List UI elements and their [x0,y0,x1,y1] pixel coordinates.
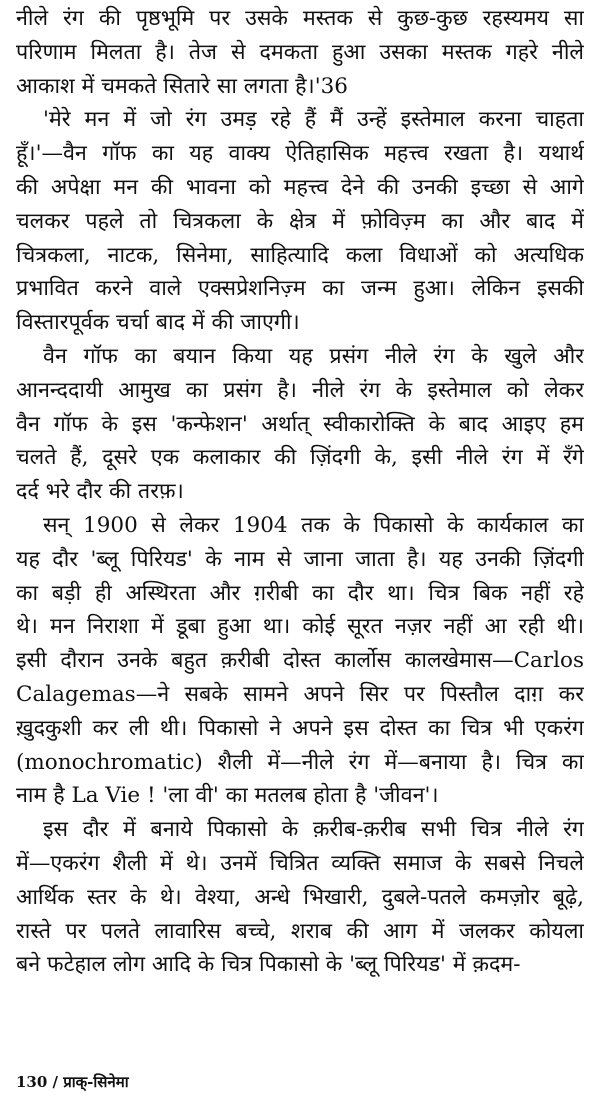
text-line: दर्द भरे दौर की तरफ़। [16,479,184,505]
text-line: थे। मन निराशा में डूबा हुआ था। कोई सूरत नज़र नहीं आ रही थी। [16,614,584,640]
text-line: सन् 1900 से लेकर 1904 तक के पिकासो के कार्यकाल का [43,512,584,538]
text-line: आकाश में चमकते सितारे सा लगता है।'36 [16,73,348,99]
body-text [16,2,584,982]
text-line: चित्रकला, नाटक, सिनेमा, साहित्यादि कला विधाओं को अत्यधिक [16,242,584,268]
text-line: आनन्ददायी आमुख का प्रसंग है। नीले रंग के इस्तेमाल को लेकर [16,377,584,403]
paragraph [16,813,584,982]
text-line: की अपेक्षा मन की भावना को महत्त्व देने की उनकी इच्छा से आगे [16,174,584,200]
paragraph [16,103,584,340]
text-line: Calagemas—ने सबके सामने अपने सिर पर पिस्तौल दाग़ कर [16,681,584,707]
text-line: का बड़ी ही अस्थिरता और ग़रीबी का दौर था। चित्र बिक नहीं रहे [16,580,584,606]
text-line: नीले रंग की पृष्ठभूमि पर उसके मस्तक से कुछ-कुछ रहस्यमय सा [16,6,584,31]
paragraph [16,509,584,813]
page-footer: 130 / प्राक्-सिनेमा [16,1073,129,1091]
paragraph [16,340,584,509]
paragraph [16,2,584,103]
text-line: बने फटेहाल लोग आदि के चित्र पिकासो के 'ब्लू पिरियड' में क़दम- [16,952,521,978]
text-line: वैन गॉफ का बयान किया यह प्रसंग नीले रंग के खुले और [43,343,584,369]
text-line: रास्ते पर पलते लावारिस बच्चे, शराब की आग में जलकर कोयला [16,918,584,944]
text-line: चलते हैं, दूसरे एक कलाकार की ज़िंदगी के, इसी नीले रंग में रँगे [16,445,584,471]
text-line: में—एकरंग शैली में थे। उनमें चित्रित व्यक्ति समाज के सबसे निचले [16,850,584,876]
text-line: विस्तारपूर्वक चर्चा बाद में की जाएगी। [16,310,300,336]
text-line: इसी दौरान उनके बहुत क़रीबी दोस्त कार्लोस कालखेमास—Carlos [16,648,584,674]
text-line: यह दौर 'ब्लू पिरियड' के नाम से जाना जाता है। यह उनकी ज़िंदगी [16,546,584,572]
text-line: नाम है La Vie ! 'ला वी' का मतलब होता है 'जीवन'। [16,783,439,809]
text-line: (monochromatic) शैली में—नीले रंग में—बनाया है। चित्र का [16,749,584,775]
text-line: आर्थिक स्तर के थे। वेश्या, अन्धे भिखारी, दुबले-पतले कमज़ोर बूढ़े, [16,884,584,910]
text-line: 'मेरे मन में जो रंग उमड़ रहे हैं मैं उन्हें इस्तेमाल करना चाहता [43,107,584,133]
text-line: चलकर पहले तो चित्रकला के क्षेत्र में फ़ोविज़्म का और बाद में [16,208,584,234]
text-line: परिणाम मिलता है। तेज से दमकता हुआ उसका मस्तक गहरे नीले [16,39,584,65]
text-line: प्रभावित करने वाले एक्सप्रेशनिज़्म का जन्म हुआ। लेकिन इसकी [16,276,584,302]
text-line: हूँ।'—वैन गॉफ का यह वाक्य ऐतिहासिक महत्त्व रखता है। यथार्थ [16,141,584,167]
text-line: वैन गॉफ के इस 'कन्फेशन' अर्थात् स्वीकारोक्ति के बाद आइए हम [16,411,584,437]
text-line: ख़ुदकुशी कर ली थी। पिकासो ने अपने इस दोस्त का चित्र भी एकरंग [16,715,584,741]
text-line: इस दौर में बनाये पिकासो के क़रीब-क़रीब सभी चित्र नीले रंग [43,817,584,843]
